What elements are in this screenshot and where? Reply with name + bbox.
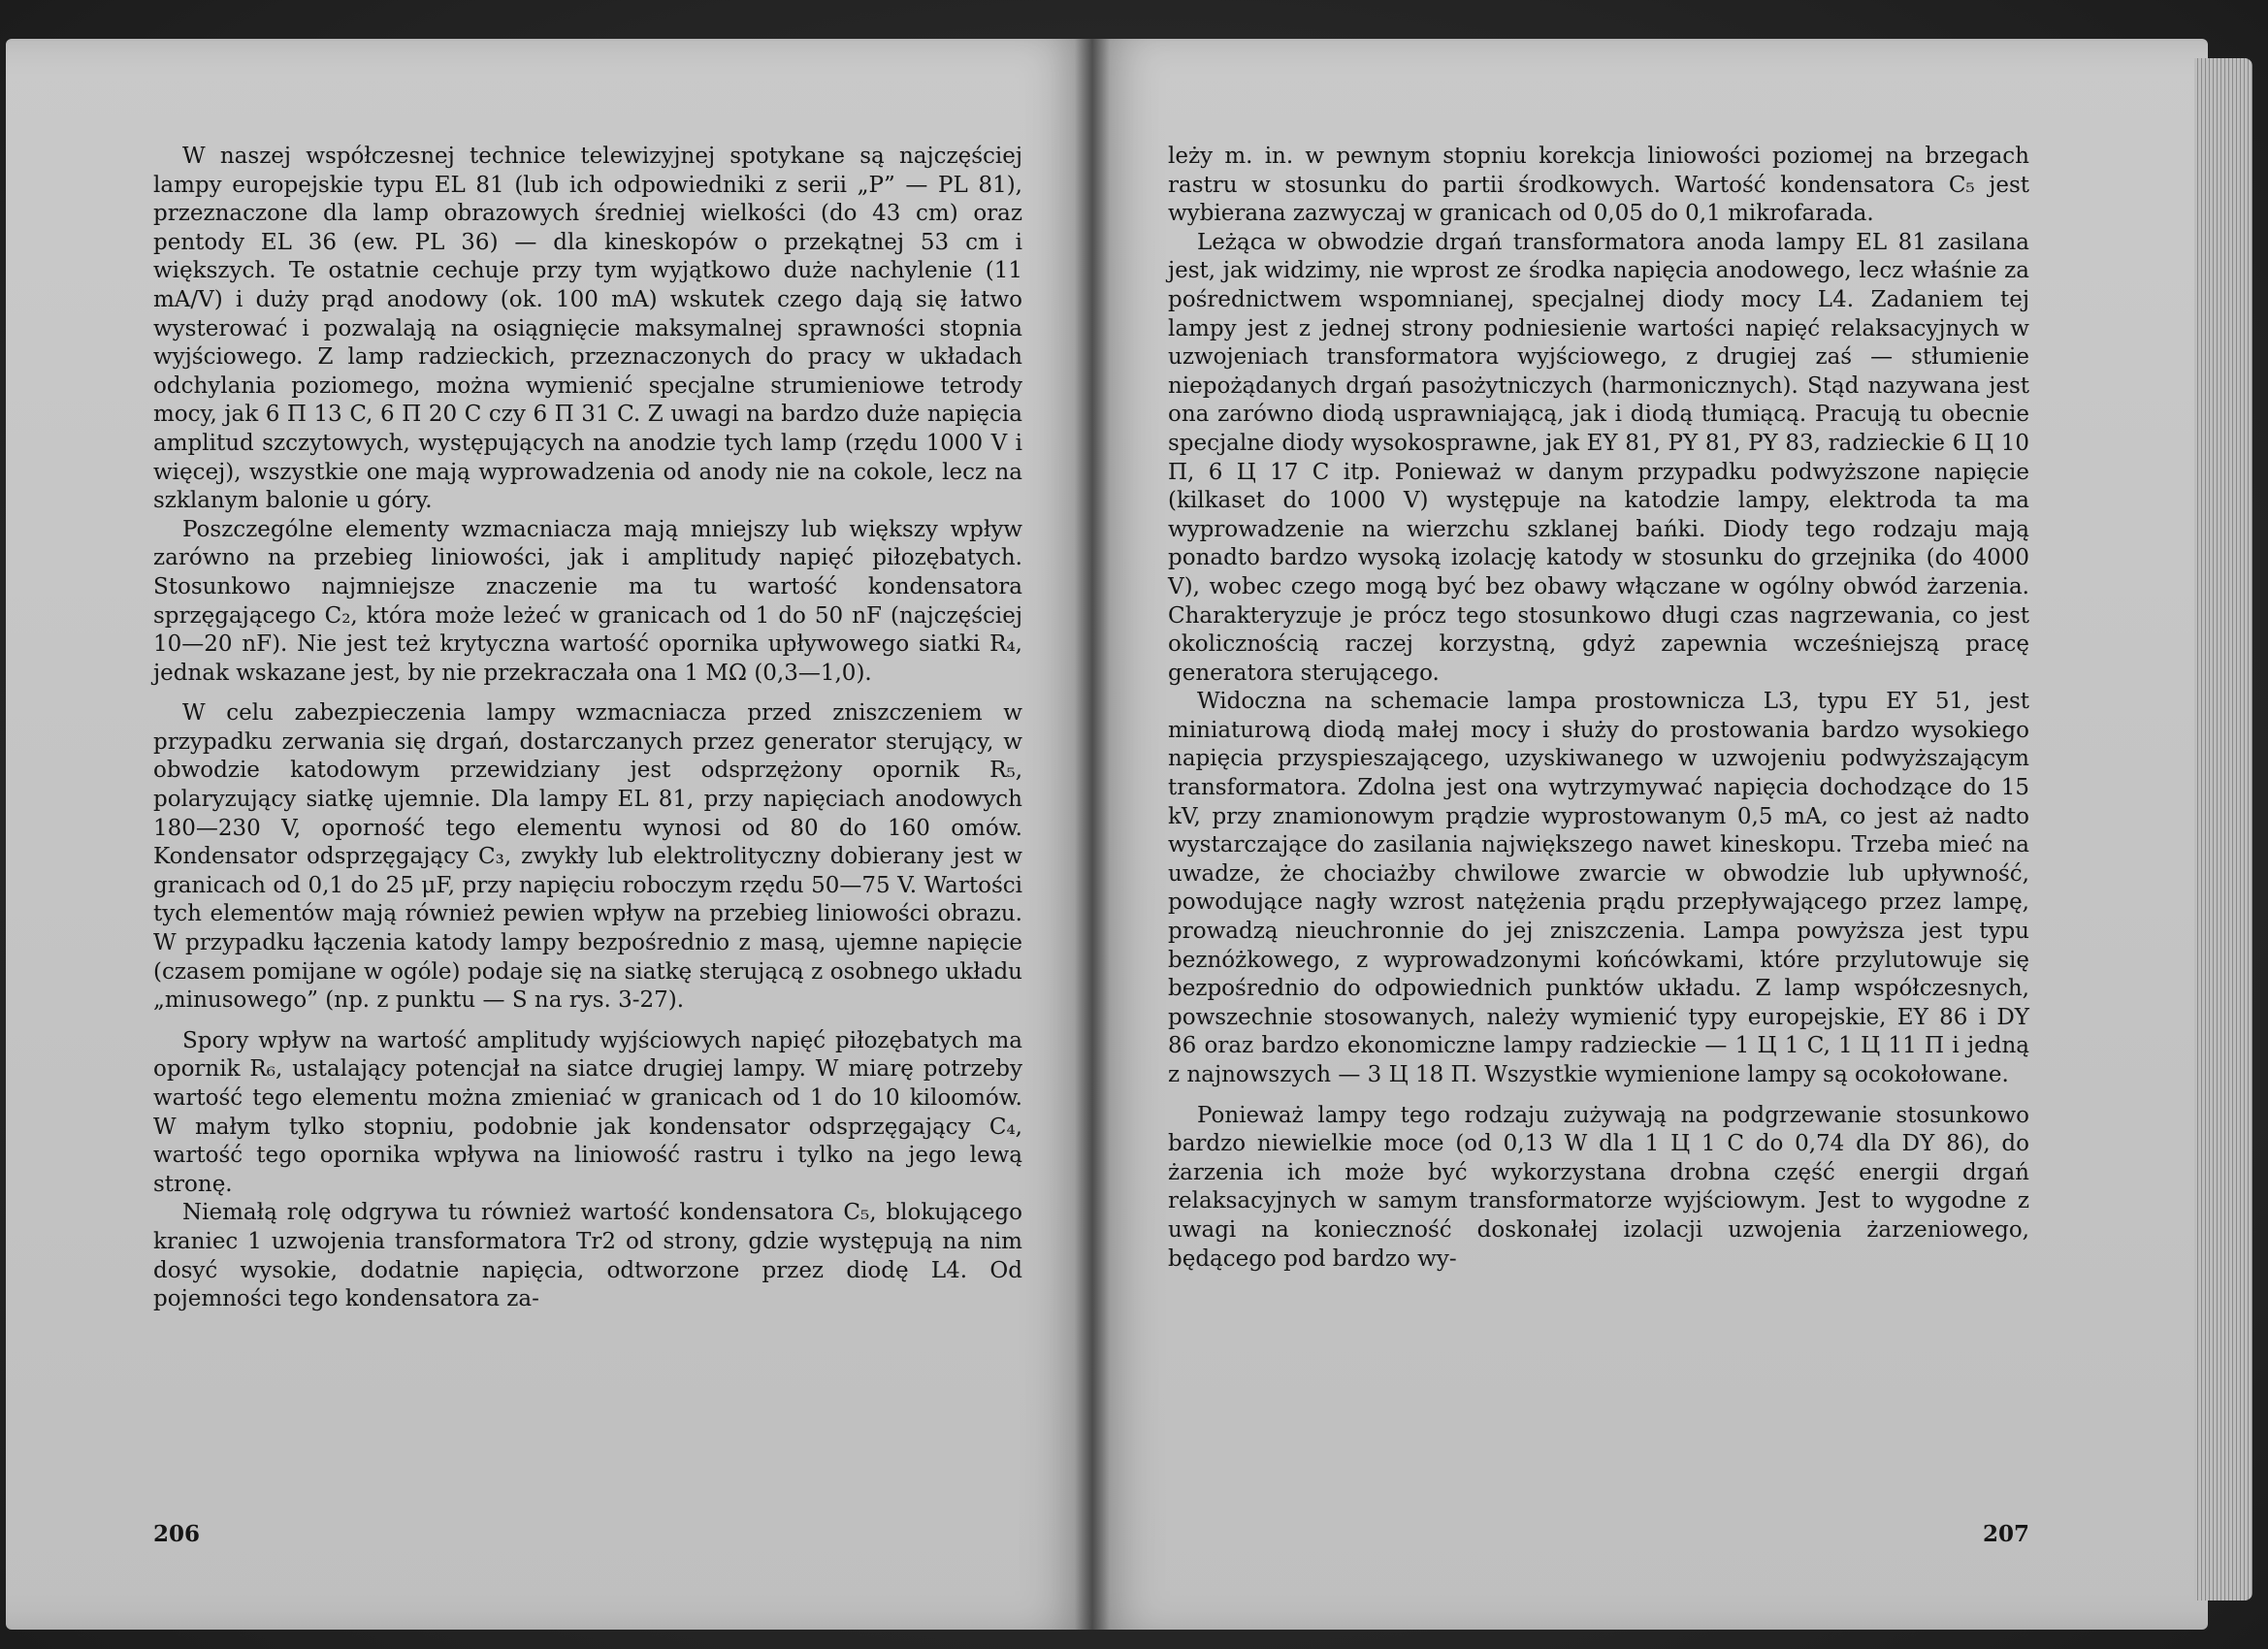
left-page-text <box>153 143 1022 1314</box>
paragraph: Spory wpływ na wartość amplitudy wyjściowych napięć piłozębatych ma opornik R₆, ustalający potencjał na siatce drugiej lampy. W miarę potrzeby wartość tego elementu można zmieniać w granicach od 1 do 10 kiloomów. W małym tylko stopniu, podobnie jak kondensator odsprzęgający C₄, wartość tego opornika wpływa na liniowość rastru i tylko na jego lewą stronę. <box>153 1027 1022 1197</box>
paragraph: Leżąca w obwodzie drgań transformatora anoda lampy EL 81 zasilana jest, jak widzimy, nie wprost ze środka napięcia anodowego, lecz właśnie za pośrednictwem wspomnianej, specjalnej diody mocy L4. Zadaniem tej lampy jest z jednej strony podniesienie wartości napięć relaksacyjnych w uzwojeniach transformatora wyjściowego, z drugiej zaś — stłumienie niepożądanych drgań pasożytniczych (harmonicznych). Stąd nazywana jest ona zarówno diodą usprawniającą, jak i diodą tłumiącą. Pracują tu obecnie specjalne diody wysokosprawne, jak EY 81, PY 81, PY 83, radzieckie 6 Ц 10 П, 6 Ц 17 C itp. Ponieważ w danym przypadku podwyższone napięcie (kilkaset do 1000 V) występuje na katodzie lampy, elektroda ta ma wyprowadzenie na wierzchu szklanej bańki. Diody tego rodzaju mają ponadto bardzo wysoką izolację katody w stosunku do grzejnika (do 4000 V), wobec czego mogą być bez obawy włączane w ogólny obwód żarzenia. Charakteryzuje je prócz tego stosunkowo długi czas nagrzewania, co jest okolicznością raczej korzystną, gdyż zapewnia wcześniejszą pracę generatora sterującego. <box>1168 229 2029 686</box>
paragraph: Niemałą rolę odgrywa tu również wartość kondensatora C₅, blokującego kraniec 1 uzwojenia transformatora Tr2 od strony, gdzie występują na nim dosyć wysokie, dodatnie napięcia, odtworzone przez diodę L4. Od pojemności tego kondensatora za- <box>153 1200 1022 1312</box>
right-page-text <box>1168 143 2029 1274</box>
paragraph: W celu zabezpieczenia lampy wzmacniacza przed zniszczeniem w przypadku zerwania się drgań, dostarczanych przez generator sterujący, w obwodzie katodowym przewidziany jest odsprzężony opornik R₅, polaryzujący siatkę ujemnie. Dla lampy EL 81, przy napięciach anodowych 180—230 V, oporność tego elementu wynosi od 80 do 160 omów. Kondensator odsprzęgający C₃, zwykły lub elektrolityczny dobierany jest w granicach od 0,1 do 25 μF, przy napięciu roboczym rzędu 50—75 V. Wartości tych elementów mają również pewien wpływ na przebieg liniowości obrazu. W przypadku łączenia katody lampy bezpośrednio z masą, ujemne napięcie (czasem pomijane w ogóle) podaje się na siatkę sterującą z osobnego układu „minusowego” (np. z punktu — S na rys. 3-27). <box>153 700 1022 1014</box>
page-number-left: 206 <box>153 1521 201 1547</box>
page-edges <box>2194 58 2252 1600</box>
page-number-right: 207 <box>1983 1521 2030 1547</box>
paragraph: W naszej współczesnej technice telewizyjnej spotykane są najczęściej lampy europejskie typu EL 81 (lub ich odpowiedniki z serii „P” — PL 81), przeznaczone dla lamp obrazowych średniej wielkości (do 43 cm) oraz pentody EL 36 (ew. PL 36) — dla kineskopów o przekątnej 53 cm i większych. Te ostatnie cechuje przy tym wyjątkowo duże nachylenie (11 mA/V) i duży prąd anodowy (ok. 100 mA) wskutek czego dają się łatwo wysterować i pozwalają na osiągnięcie maksymalnej sprawności stopnia wyjściowego. Z lamp radzieckich, przeznaczonych do pracy w układach odchylania poziomego, można wymienić specjalne strumieniowe tetrody mocy, jak 6 П 13 C, 6 П 20 C czy 6 П 31 C. Z uwagi na bardzo duże napięcia amplitud szczytowych, występujących na anodzie tych lamp (rzędu 1000 V i więcej), wszystkie one mają wyprowadzenia od anody nie na cokole, lecz na szklanym balonie u góry. <box>153 144 1022 514</box>
paragraph: leży m. in. w pewnym stopniu korekcja liniowości poziomej na brzegach rastru w stosunku do partii środkowych. Wartość kondensatora C₅ jest wybierana zazwyczaj w granicach od 0,05 do 0,1 mikrofarada. <box>1168 144 2029 227</box>
paragraph: Widoczna na schemacie lampa prostownicza L3, typu EY 51, jest miniaturową diodą małej mocy i służy do prostowania bardzo wysokiego napięcia przyspieszającego, uzyskiwanego w uzwojeniu podwyższającym transformatora. Zdolna jest ona wytrzymywać napięcia dochodzące do 15 kV, przy znamionowym prądzie wyprostowanym 0,5 mA, co jest aż nadto wystarczające do zasilania największego nawet kineskopu. Trzeba mieć na uwadze, że chociażby chwilowe zwarcie w obwodzie lub upływność, powodujące nagły wzrost natężenia prądu przepływającego przez lampę, prowadzą nieuchronnie do jej zniszczenia. Lampa powyższa jest typu beznóżkowego, z wyprowadzonymi końcówkami, które przylutowuje się bezpośrednio do odpowiednich punktów układu. Z lamp współczesnych, powszechnie stosowanych, należy wymienić typy europejskie, EY 86 i DY 86 oraz bardzo ekonomiczne lampy radzieckie — 1 Ц 1 C, 1 Ц 11 П i jedną z najnowszych — 3 Ц 18 П. Wszystkie wymienione lampy są ocokołowane. <box>1168 689 2029 1087</box>
paragraph: Ponieważ lampy tego rodzaju zużywają na podgrzewanie stosunkowo bardzo niewielkie moce (od 0,13 W dla 1 Ц 1 C do 0,74 dla DY 86), do żarzenia ich może być wykorzystana drobna część energii drgań relaksacyjnych w samym transformatorze wyjściowym. Jest to wygodne z uwagi na konieczność doskonałej izolacji uzwojenia żarzeniowego, będącego pod bardzo wy- <box>1168 1102 2029 1272</box>
paragraph: Poszczególne elementy wzmacniacza mają mniejszy lub większy wpływ zarówno na przebieg liniowości, jak i amplitudy napięć piłozębatych. Stosunkowo najmniejsze znaczenie ma tu wartość kondensatora sprzęgającego C₂, która może leżeć w granicach od 1 do 50 nF (najczęściej 10—20 nF). Nie jest też krytyczna wartość opornika upływowego siatki R₄, jednak wskazane jest, by nie przekraczała ona 1 MΩ (0,3—1,0). <box>153 516 1022 686</box>
book-gutter <box>1075 39 1110 1630</box>
